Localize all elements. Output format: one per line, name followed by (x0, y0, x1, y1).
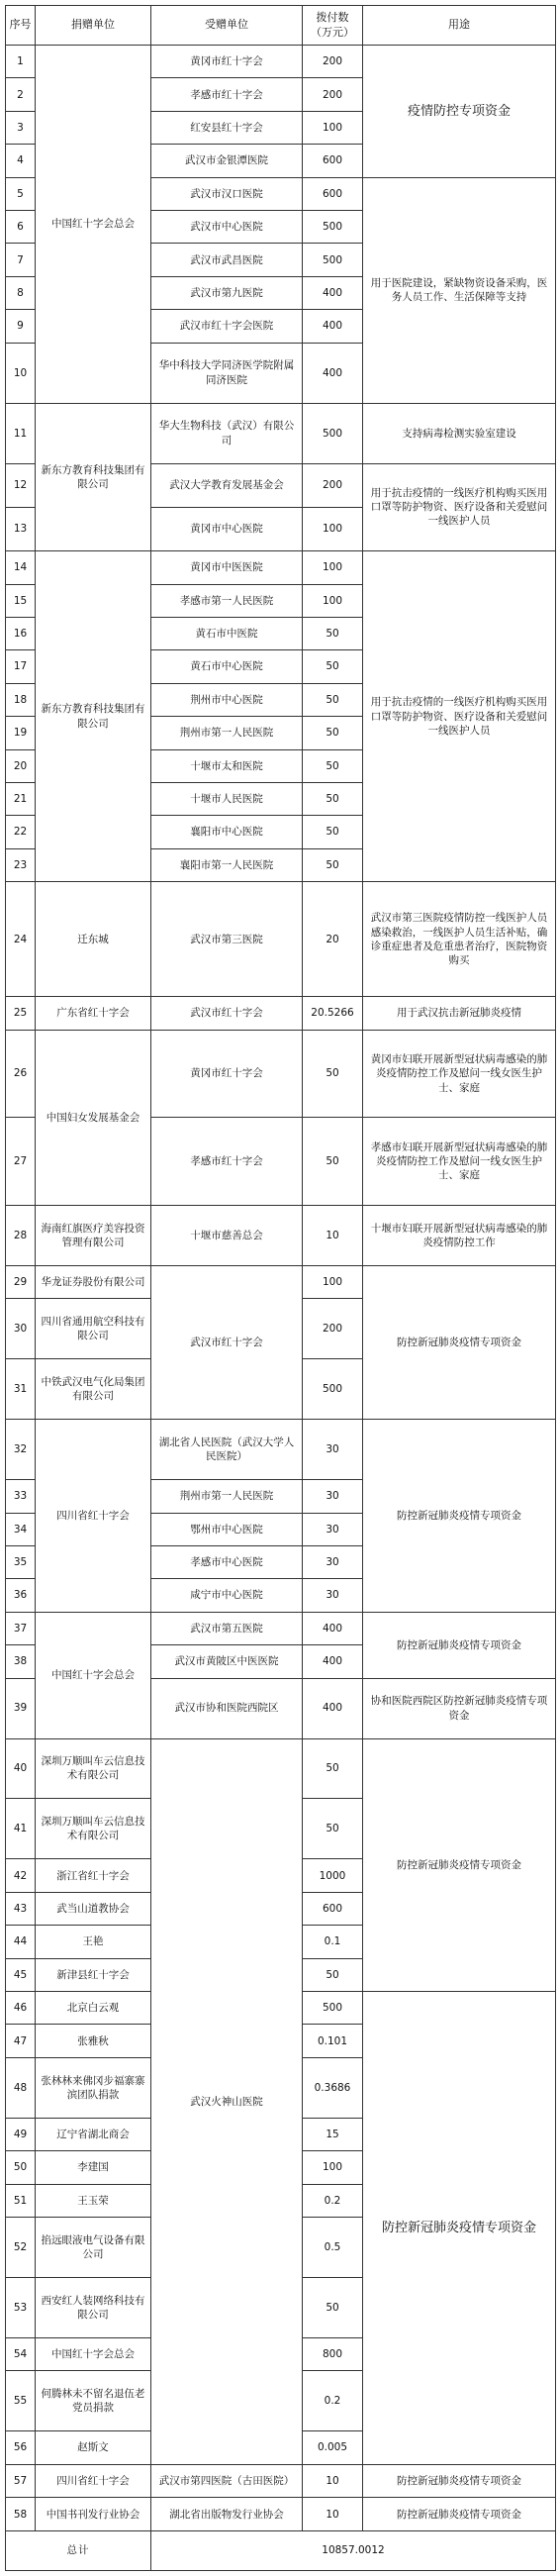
table-row (6, 997, 556, 1030)
recipient-cell: 荆州市第一人民医院 (151, 717, 303, 749)
recipient-cell: 武汉市黄陂区中医医院 (151, 1645, 303, 1678)
amount-cell: 0.005 (303, 2431, 363, 2464)
amount-cell: 600 (303, 177, 363, 210)
amount-cell: 0.3686 (303, 2057, 363, 2118)
donor-cell: 赵斯文 (36, 2431, 151, 2464)
amount-cell: 400 (303, 1678, 363, 1738)
header-amount: 拨付数（万元） (303, 6, 363, 46)
amount-cell: 10 (303, 2498, 363, 2531)
purpose-cell: 防控新冠肺炎疫情专项资金 (363, 1265, 556, 1419)
row-index: 27 (6, 1118, 36, 1206)
table-row (6, 403, 556, 463)
donor-cell: 浙江省红十字会 (36, 1859, 151, 1892)
amount-cell: 30 (303, 1480, 363, 1513)
recipient-cell: 黄石市中医院 (151, 617, 303, 649)
total-label: 总计 (6, 2531, 151, 2571)
amount-cell: 500 (303, 403, 363, 463)
amount-cell: 600 (303, 1892, 363, 1925)
donation-table (5, 5, 556, 2571)
amount-cell: 0.2 (303, 2184, 363, 2217)
amount-cell: 200 (303, 78, 363, 111)
amount-cell: 0.101 (303, 2025, 363, 2057)
row-index: 35 (6, 1545, 36, 1578)
donor-cell: 西安红人装网络科技有限公司 (36, 2278, 151, 2338)
donor-cell: 新东方教育科技集团有限公司 (36, 551, 151, 882)
row-index: 44 (6, 1926, 36, 1958)
amount-cell: 500 (303, 211, 363, 244)
amount-cell: 0.2 (303, 2371, 363, 2431)
row-index: 7 (6, 244, 36, 276)
recipient-cell: 襄阳市第一人民医院 (151, 848, 303, 881)
recipient-cell: 襄阳市中心医院 (151, 816, 303, 848)
row-index: 25 (6, 997, 36, 1030)
row-index: 40 (6, 1738, 36, 1799)
row-index: 12 (6, 463, 36, 507)
amount-cell: 30 (303, 1513, 363, 1545)
amount-cell: 200 (303, 46, 363, 78)
amount-cell: 500 (303, 1359, 363, 1420)
table-row (6, 1420, 556, 1480)
purpose-cell: 协和医院西院区防控新冠肺炎疫情专项资金 (363, 1678, 556, 1738)
header-row (6, 6, 556, 46)
amount-cell: 0.5 (303, 2218, 363, 2278)
row-index: 17 (6, 650, 36, 683)
amount-cell: 50 (303, 816, 363, 848)
purpose-cell: 武汉市第三医院疫情防控一线医护人员感染救治，一线医护人员生活补贴，确诊重症患者及危重患者治疗，医院物资购买 (363, 882, 556, 997)
row-index: 50 (6, 2151, 36, 2184)
amount-cell: 400 (303, 1645, 363, 1678)
row-index: 22 (6, 816, 36, 848)
row-index: 31 (6, 1359, 36, 1420)
row-index: 1 (6, 46, 36, 78)
row-index: 10 (6, 343, 36, 403)
row-index: 53 (6, 2278, 36, 2338)
row-index: 39 (6, 1678, 36, 1738)
amount-cell: 50 (303, 683, 363, 716)
recipient-cell: 黄冈市红十字会 (151, 46, 303, 78)
recipient-cell: 鄂州市中心医院 (151, 1513, 303, 1545)
header-purpose: 用途 (363, 6, 556, 46)
table-row (6, 1205, 556, 1265)
row-index: 2 (6, 78, 36, 111)
purpose-cell: 孝感市妇联开展新型冠状病毒感染的肺炎疫情防控工作及慰问一线女医生护士、家庭 (363, 1118, 556, 1206)
row-index: 8 (6, 276, 36, 309)
recipient-cell: 湖北省出版物发行业协会 (151, 2498, 303, 2531)
donor-cell: 武当山道教协会 (36, 1892, 151, 1925)
recipient-cell: 武汉市武昌医院 (151, 244, 303, 276)
row-index: 38 (6, 1645, 36, 1678)
amount-cell: 30 (303, 1545, 363, 1578)
row-index: 36 (6, 1579, 36, 1612)
row-index: 19 (6, 717, 36, 749)
row-index: 52 (6, 2218, 36, 2278)
donor-cell: 迁东城 (36, 882, 151, 997)
row-index: 16 (6, 617, 36, 649)
header-index: 序号 (6, 6, 36, 46)
row-index: 48 (6, 2057, 36, 2118)
amount-cell: 500 (303, 1992, 363, 2025)
total-row (6, 2531, 556, 2571)
recipient-cell: 武汉市红十字会 (151, 1265, 303, 1419)
recipient-cell: 武汉市中心医院 (151, 211, 303, 244)
row-index: 33 (6, 1480, 36, 1513)
recipient-cell: 武汉市金银潭医院 (151, 145, 303, 177)
row-index: 5 (6, 177, 36, 210)
purpose-cell: 十堰市妇联开展新型冠状病毒感染的肺炎疫情防控工作 (363, 1205, 556, 1265)
recipient-cell: 十堰市人民医院 (151, 782, 303, 815)
amount-cell: 50 (303, 2278, 363, 2338)
recipient-cell: 黄冈市红十字会 (151, 1030, 303, 1118)
donor-cell: 掐远眼液电气设备有限公司 (36, 2218, 151, 2278)
amount-cell: 50 (303, 1958, 363, 1991)
amount-cell: 15 (303, 2118, 363, 2150)
amount-cell: 10 (303, 1205, 363, 1265)
amount-cell: 400 (303, 343, 363, 403)
row-index: 11 (6, 403, 36, 463)
purpose-cell: 防控新冠肺炎疫情专项资金 (363, 2464, 556, 2497)
amount-cell: 100 (303, 551, 363, 584)
donor-cell: 李建国 (36, 2151, 151, 2184)
table-row (6, 1030, 556, 1118)
row-index: 54 (6, 2338, 36, 2371)
row-index: 21 (6, 782, 36, 815)
recipient-cell: 湖北省人民医院（武汉大学人民医院） (151, 1420, 303, 1480)
amount-cell: 50 (303, 650, 363, 683)
donor-cell: 中铁武汉电气化局集团有限公司 (36, 1359, 151, 1420)
recipient-cell: 荆州市第一人民医院 (151, 1480, 303, 1513)
row-index: 56 (6, 2431, 36, 2464)
donor-cell: 张雅秋 (36, 2025, 151, 2057)
purpose-cell: 防控新冠肺炎疫情专项资金 (363, 1420, 556, 1613)
row-index: 23 (6, 848, 36, 881)
donor-cell: 王玉荣 (36, 2184, 151, 2217)
purpose-cell: 防控新冠肺炎疫情专项资金 (363, 2498, 556, 2531)
row-index: 24 (6, 882, 36, 997)
donor-cell: 深圳万顺叫车云信息技术有限公司 (36, 1799, 151, 1859)
row-index: 6 (6, 211, 36, 244)
row-index: 42 (6, 1859, 36, 1892)
purpose-cell: 用于抗击疫情的一线医疗机构购买医用口罩等防护物资、医疗设备和关爱慰问一线医护人员 (363, 463, 556, 551)
total-amount: 10857.0012 (151, 2531, 556, 2571)
row-index: 34 (6, 1513, 36, 1545)
donor-cell: 张林林来佛冈步福寨寨滨团队捐款 (36, 2057, 151, 2118)
row-index: 37 (6, 1612, 36, 1644)
row-index: 9 (6, 310, 36, 343)
row-index: 30 (6, 1299, 36, 1359)
recipient-cell: 黄冈市中医医院 (151, 551, 303, 584)
recipient-cell: 黄冈市中心医院 (151, 507, 303, 550)
table-row (6, 46, 556, 78)
amount-cell: 50 (303, 1799, 363, 1859)
row-index: 29 (6, 1265, 36, 1298)
row-index: 13 (6, 507, 36, 550)
amount-cell: 600 (303, 145, 363, 177)
amount-cell: 100 (303, 507, 363, 550)
table-row (6, 882, 556, 997)
header-donor: 捐赠单位 (36, 6, 151, 46)
donor-cell: 广东省红十字会 (36, 997, 151, 1030)
amount-cell: 0.1 (303, 1926, 363, 1958)
amount-cell: 50 (303, 1118, 363, 1206)
purpose-cell: 支持病毒检测实验室建设 (363, 403, 556, 463)
row-index: 51 (6, 2184, 36, 2217)
recipient-cell: 十堰市太和医院 (151, 749, 303, 782)
recipient-cell: 孝感市中心医院 (151, 1545, 303, 1578)
recipient-cell: 武汉大学教育发展基金会 (151, 463, 303, 507)
recipient-cell: 武汉市第五医院 (151, 1612, 303, 1644)
donor-cell: 辽宁省湖北商会 (36, 2118, 151, 2150)
row-index: 14 (6, 551, 36, 584)
row-index: 32 (6, 1420, 36, 1480)
header-recipient: 受赠单位 (151, 6, 303, 46)
donor-cell: 中国书刊发行业协会 (36, 2498, 151, 2531)
donor-cell: 四川省红十字会 (36, 2464, 151, 2497)
recipient-cell: 红安县红十字会 (151, 111, 303, 144)
donor-cell: 中国妇女发展基金会 (36, 1030, 151, 1205)
donor-cell: 华龙证券股份有限公司 (36, 1265, 151, 1298)
purpose-cell: 疫情防控专项资金 (363, 46, 556, 178)
row-index: 55 (6, 2371, 36, 2431)
row-index: 3 (6, 111, 36, 144)
amount-cell: 200 (303, 463, 363, 507)
amount-cell: 400 (303, 1612, 363, 1644)
amount-cell: 20 (303, 882, 363, 997)
row-index: 57 (6, 2464, 36, 2497)
recipient-cell: 武汉火神山医院 (151, 1738, 303, 2464)
recipient-cell: 武汉市第三医院 (151, 882, 303, 997)
amount-cell: 30 (303, 1579, 363, 1612)
donor-cell: 海南红旗医疗美容投资管理有限公司 (36, 1205, 151, 1265)
donor-cell: 深圳万顺叫车云信息技术有限公司 (36, 1738, 151, 1799)
recipient-cell: 咸宁市中心医院 (151, 1579, 303, 1612)
row-index: 58 (6, 2498, 36, 2531)
amount-cell: 50 (303, 1738, 363, 1799)
recipient-cell: 孝感市第一人民医院 (151, 584, 303, 617)
amount-cell: 800 (303, 2338, 363, 2371)
amount-cell: 1000 (303, 1859, 363, 1892)
amount-cell: 200 (303, 1299, 363, 1359)
row-index: 45 (6, 1958, 36, 1991)
amount-cell: 400 (303, 276, 363, 309)
recipient-cell: 武汉市汉口医院 (151, 177, 303, 210)
donor-cell: 中国红十字会总会 (36, 1612, 151, 1738)
row-index: 46 (6, 1992, 36, 2025)
amount-cell: 50 (303, 749, 363, 782)
row-index: 43 (6, 1892, 36, 1925)
table-row (6, 551, 556, 584)
amount-cell: 100 (303, 1265, 363, 1298)
row-index: 47 (6, 2025, 36, 2057)
donor-cell: 北京白云观 (36, 1992, 151, 2025)
amount-cell: 50 (303, 848, 363, 881)
recipient-cell: 孝感市红十字会 (151, 78, 303, 111)
row-index: 18 (6, 683, 36, 716)
donor-cell: 王艳 (36, 1926, 151, 1958)
amount-cell: 100 (303, 584, 363, 617)
table-row (6, 1738, 556, 1799)
amount-cell: 50 (303, 1030, 363, 1118)
row-index: 20 (6, 749, 36, 782)
recipient-cell: 武汉市第四医院（古田医院） (151, 2464, 303, 2497)
table-row (6, 1265, 556, 1298)
row-index: 4 (6, 145, 36, 177)
recipient-cell: 华中科技大学同济医学院附属同济医院 (151, 343, 303, 403)
recipient-cell: 荆州市中心医院 (151, 683, 303, 716)
amount-cell: 30 (303, 1420, 363, 1480)
amount-cell: 50 (303, 782, 363, 815)
purpose-cell: 防控新冠肺炎疫情专项资金 (363, 1992, 556, 2465)
purpose-cell: 用于医院建设，紧缺物资设备采购，医务人员工作、生活保障等支持 (363, 177, 556, 403)
donor-cell: 何腾林未不留名退伍老党员捐款 (36, 2371, 151, 2431)
amount-cell: 50 (303, 717, 363, 749)
recipient-cell: 孝感市红十字会 (151, 1118, 303, 1206)
purpose-cell: 用于抗击疫情的一线医疗机构购买医用口罩等防护物资、医疗设备和关爱慰问一线医护人员 (363, 551, 556, 882)
row-index: 49 (6, 2118, 36, 2150)
donation-table-page (5, 5, 555, 2571)
purpose-cell: 黄冈市妇联开展新型冠状病毒感染的肺炎疫情防控工作及慰问一线女医生护士、家庭 (363, 1030, 556, 1118)
recipient-cell: 武汉市红十字会医院 (151, 310, 303, 343)
recipient-cell: 华大生物科技（武汉）有限公司 (151, 403, 303, 463)
recipient-cell: 黄石市中心医院 (151, 650, 303, 683)
amount-cell: 50 (303, 617, 363, 649)
amount-cell: 10 (303, 2464, 363, 2497)
donor-cell: 中国红十字会总会 (36, 46, 151, 404)
donor-cell: 四川省通用航空科技有限公司 (36, 1299, 151, 1359)
purpose-cell: 用于武汉抗击新冠肺炎疫情 (363, 997, 556, 1030)
table-row (6, 2498, 556, 2531)
donor-cell: 四川省红十字会 (36, 1420, 151, 1613)
purpose-cell: 防控新冠肺炎疫情专项资金 (363, 1612, 556, 1678)
donor-cell: 新东方教育科技集团有限公司 (36, 403, 151, 551)
recipient-cell: 武汉市红十字会 (151, 997, 303, 1030)
row-index: 15 (6, 584, 36, 617)
amount-cell: 20.5266 (303, 997, 363, 1030)
amount-cell: 500 (303, 244, 363, 276)
recipient-cell: 十堰市慈善总会 (151, 1205, 303, 1265)
row-index: 26 (6, 1030, 36, 1118)
amount-cell: 100 (303, 2151, 363, 2184)
recipient-cell: 武汉市第九医院 (151, 276, 303, 309)
recipient-cell: 武汉市协和医院西院区 (151, 1678, 303, 1738)
row-index: 28 (6, 1205, 36, 1265)
table-row (6, 1612, 556, 1644)
amount-cell: 100 (303, 111, 363, 144)
donor-cell: 新津县红十字会 (36, 1958, 151, 1991)
row-index: 41 (6, 1799, 36, 1859)
table-row (6, 2464, 556, 2497)
amount-cell: 400 (303, 310, 363, 343)
purpose-cell: 防控新冠肺炎疫情专项资金 (363, 1738, 556, 1992)
donor-cell: 中国红十字会总会 (36, 2338, 151, 2371)
